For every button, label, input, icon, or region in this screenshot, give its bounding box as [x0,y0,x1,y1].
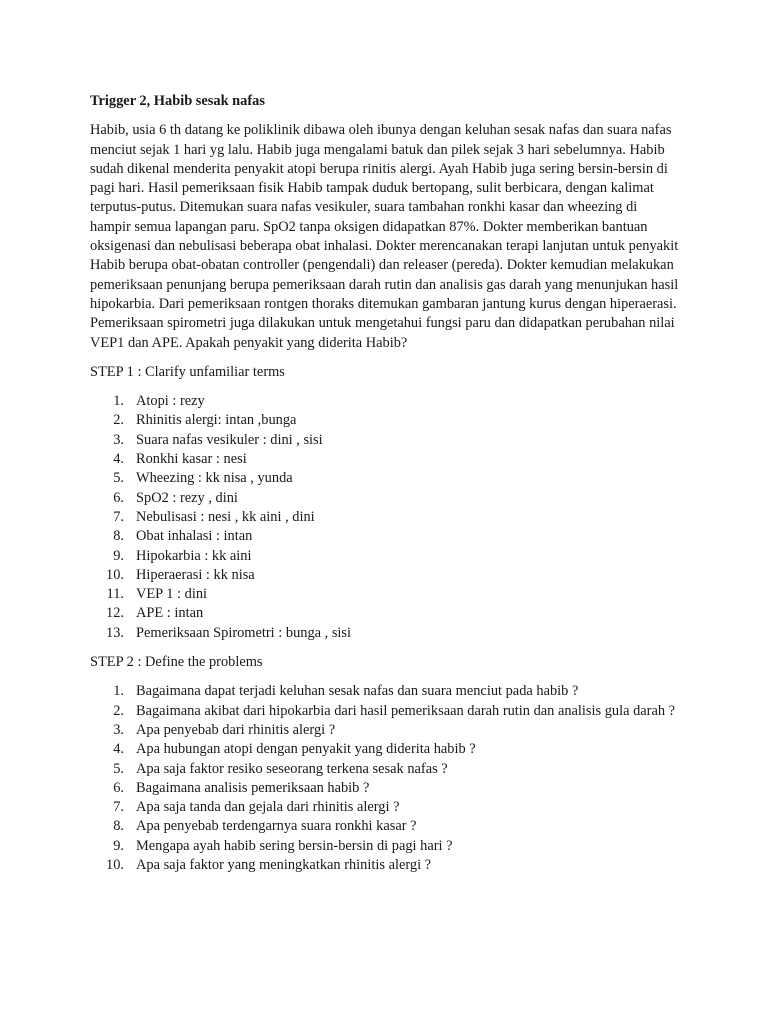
list-text: Hiperaerasi : kk nisa [136,566,255,583]
list-number: 7. [113,799,124,816]
list-number: 10. [106,856,124,873]
list-text: Atopi : rezy [136,393,205,410]
list-number: 4. [113,741,124,758]
list-number: 9. [113,837,124,854]
list-number: 3. [113,431,124,448]
list-item [90,392,680,411]
list-text: Bagaimana dapat terjadi keluhan sesak nafas dan suara menciut pada habib ? [136,683,579,700]
list-number: 11. [106,586,124,603]
list-number: 2. [113,412,124,429]
list-text: Apa penyebab dari rhinitis alergi ? [136,721,336,738]
step1-heading: STEP 1 : Clarify unfamiliar terms [90,363,285,380]
list-text: Bagaimana analisis pemeriksaan habib ? [136,779,370,796]
list-item [90,489,680,508]
list-item [90,450,680,469]
list-number: 7. [113,508,124,525]
list-item [90,856,680,875]
list-item [90,547,680,566]
list-item [90,702,680,721]
list-text: Wheezing : kk nisa , yunda [136,470,293,487]
case-paragraph: Habib, usia 6 th datang ke poliklinik dibawa oleh ibunya dengan keluhan sesak nafas dan suara nafas menciut sejak 1 hari yg lalu. Habib juga mengalami batuk dan pilek sejak 3 hari sebelumnya. Habib sudah dikenal menderita penyakit atopi berupa rinitis alergi. Ayah Habib juga sering bersin-bersin di pagi hari. Hasil pemeriksaan fisik Habib tampak duduk bertopang, sulit berbicara, dengan kalimat terputus-putus. Ditemukan suara nafas vesikuler, suara tambahan ronkhi kasar dan wheezing di hampir semua lapangan paru. SpO2 tanpa oksigen didapatkan 87%. Dokter memberikan bantuan oksigenasi dan nebulisasi beberapa obat inhalasi. Dokter merencanakan terapi lanjutan untuk penyakit Habib berupa obat-obatan controller (pengendali) dan releaser (pereda). Dokter kemudian melakukan pemeriksaan penunjang berupa pemeriksaan darah rutin dan analisis gas darah yang menunjukan hasil hipokarbia. Dari pemeriksaan rontgen thoraks ditemukan gambaran jantung kurus dengan hiperaerasi. Pemeriksaan spirometri juga dilakukan untuk mengetahui fungsi paru dan didapatkan perubahan nilai VEP1 dan APE. Apakah penyakit yang diderita Habib? [90,122,679,351]
document-title: Trigger 2, Habib sesak nafas [90,93,265,109]
list-number: 1. [113,683,124,700]
list-text: Hipokarbia : kk aini [136,547,252,564]
list-number: 9. [113,547,124,564]
list-text: Mengapa ayah habib sering bersin-bersin di pagi hari ? [136,837,453,854]
list-item [90,760,680,779]
list-number: 8. [113,818,124,835]
list-number: 12. [106,605,124,622]
list-text: Bagaimana akibat dari hipokarbia dari hasil pemeriksaan darah rutin dan analisis gula darah ? [136,702,676,719]
step2-list [90,682,680,875]
list-text: Apa saja tanda dan gejala dari rhinitis alergi ? [136,799,400,816]
list-item [90,682,680,701]
list-text: Nebulisasi : nesi , kk aini , dini [136,508,315,525]
list-number: 5. [113,760,124,777]
list-item [90,817,680,836]
list-number: 8. [113,528,124,545]
list-item [90,798,680,817]
list-number: 1. [113,393,124,410]
list-number: 2. [113,702,124,719]
list-number: 6. [113,489,124,506]
list-text: Apa penyebab terdengarnya suara ronkhi kasar ? [136,818,417,835]
list-item [90,585,680,604]
list-number: 5. [113,470,124,487]
list-text: VEP 1 : dini [136,586,208,603]
list-text: Suara nafas vesikuler : dini , sisi [136,431,323,448]
list-item [90,837,680,856]
list-item [90,508,680,527]
list-text: APE : intan [136,605,204,622]
list-text: Apa saja faktor resiko seseorang terkena sesak nafas ? [136,760,448,777]
list-item [90,431,680,450]
list-text: Ronkhi kasar : nesi [136,451,247,468]
list-text: Rhinitis alergi: intan ,bunga [136,412,297,429]
list-item [90,566,680,585]
list-item [90,411,680,430]
list-item [90,624,680,643]
list-text: SpO2 : rezy , dini [136,489,238,506]
list-text: Apa saja faktor yang meningkatkan rhinitis alergi ? [136,856,432,873]
list-text: Apa hubungan atopi dengan penyakit yang diderita habib ? [136,741,476,758]
list-item [90,527,680,546]
list-text: Obat inhalasi : intan [136,528,253,545]
list-item [90,721,680,740]
step1-list [90,392,680,643]
document-page [90,92,680,885]
list-number: 6. [113,779,124,796]
list-item [90,604,680,623]
list-item [90,740,680,759]
list-item [90,469,680,488]
list-number: 13. [106,624,124,641]
step2-heading: STEP 2 : Define the problems [90,654,263,671]
list-number: 4. [113,451,124,468]
list-item [90,779,680,798]
list-number: 10. [106,566,124,583]
list-number: 3. [113,721,124,738]
list-text: Pemeriksaan Spirometri : bunga , sisi [136,624,352,641]
